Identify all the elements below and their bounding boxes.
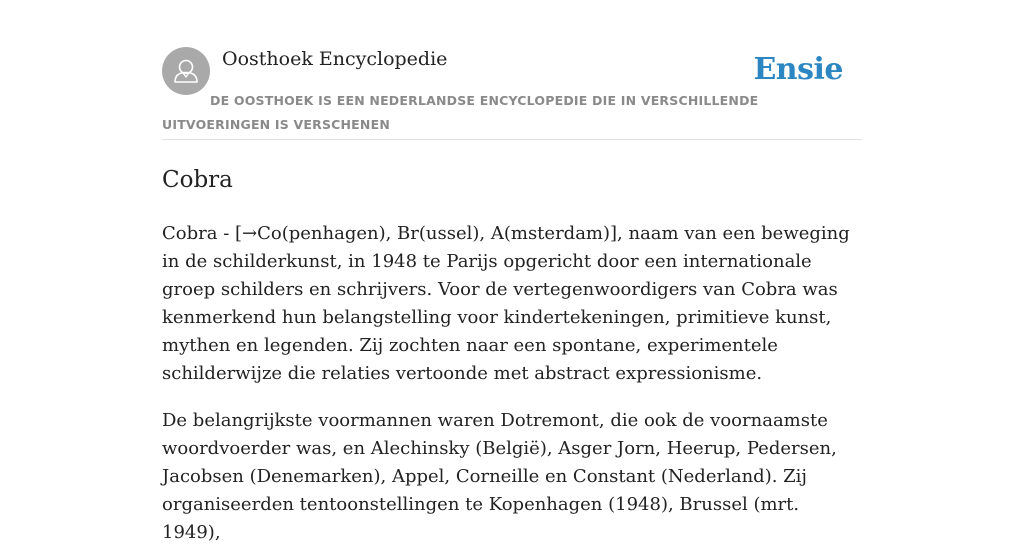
page	[162, 0, 862, 547]
page-title: Cobra	[162, 167, 233, 193]
user-icon	[162, 47, 210, 95]
site-tagline: DE OOSTHOEK IS EEN NEDERLANDSE ENCYCLOPEDIE DIE IN VERSCHILLENDE UITVOERINGEN IS VERSCHENEN	[162, 93, 759, 132]
article-paragraph: De belangrijkste voormannen waren Dotremont, die ook de voornaamste woordvoerder was, en Alechinsky (België), Asger Jorn, Heerup, Pedersen, Jacobsen (Denemarken), Appel, Corneille en Constant (Nederland). Zij organiseerden tentoonstellingen te Kopenhagen (1948), Brussel (mrt. 1949),	[162, 410, 837, 543]
avatar[interactable]	[162, 47, 210, 95]
header	[162, 47, 862, 140]
brand-logo[interactable]: Ensie	[753, 52, 843, 87]
site-title[interactable]: Oosthoek Encyclopedie	[222, 48, 448, 70]
article-paragraph: Cobra - [→Co(penhagen), Br(ussel), A(msterdam)], naam van een beweging in de schilderkunst, in 1948 te Parijs opgericht door een internationale groep schilders en schrijvers. Voor de vertegenwoordigers van Cobra was kenmerkend hun belangstelling voor kindertekeningen, primitieve kunst, mythen en legenden. Zij zochten naar een spontane, experimentele schilderwijze die relaties vertoonde met abstract expressionisme.	[162, 223, 850, 384]
